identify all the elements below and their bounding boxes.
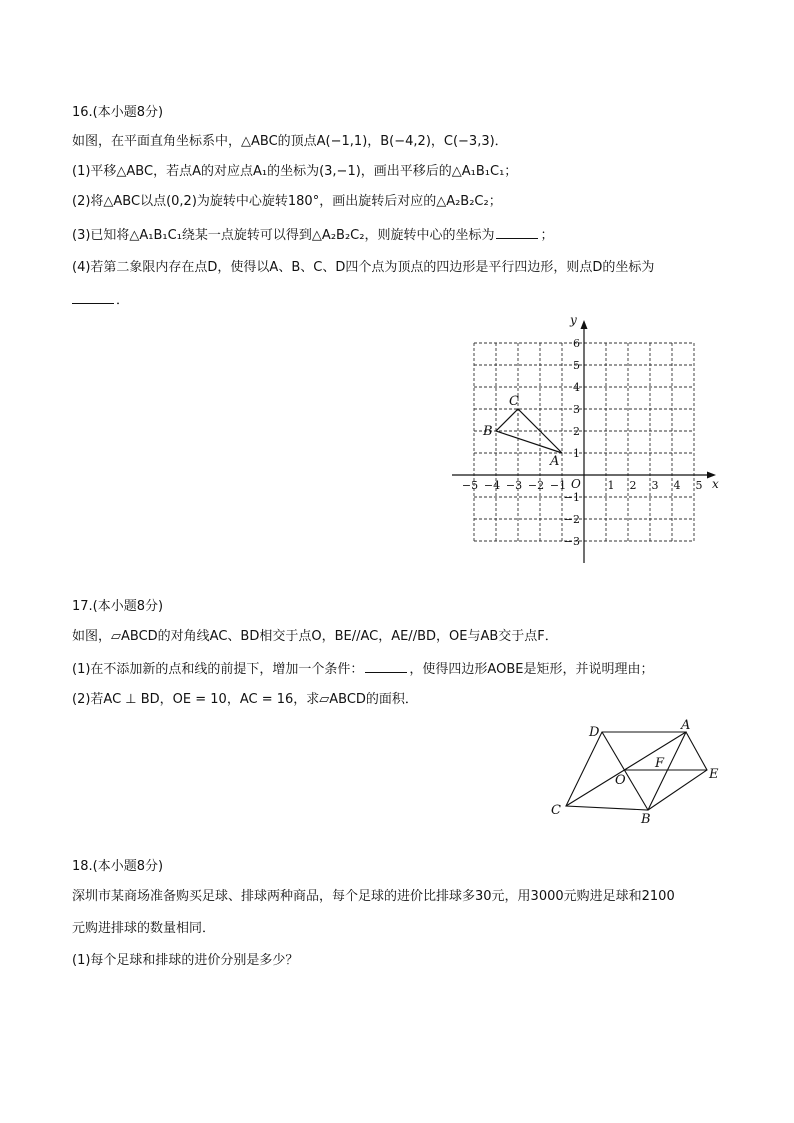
q17-parallelogram-figure <box>540 716 740 832</box>
q16-header: 16.(本小题8分) <box>72 105 164 120</box>
q16-part1: (1)平移△ABC，若点A的对应点A₁的坐标为(3,−1)，画出平移后的△A₁B₁C₁； <box>72 164 518 179</box>
y-tick-label: 1 <box>573 447 580 460</box>
x-tick-label: 3 <box>651 479 659 492</box>
point-label-b: B <box>483 424 493 439</box>
answer-blank <box>496 226 538 239</box>
q16-part4-line2 <box>72 291 129 310</box>
q17-part1-text: (1)在不添加新的点和线的前提下，增加一个条件： <box>72 662 364 677</box>
y-axis-arrow <box>581 320 588 329</box>
x-tick-label: 2 <box>629 479 637 492</box>
y-tick-label: −3 <box>563 535 580 548</box>
y-tick-label: 4 <box>573 381 580 394</box>
segments-ae-eb <box>648 732 707 810</box>
q17-part2: (2)若AC ⊥ BD，OE = 10，AC = 16，求▱ABCD的面积． <box>72 692 418 707</box>
q17-part1 <box>72 660 653 679</box>
q18-intro-line1: 深圳市某商场准备购买足球、排球两种商品，每个足球的进价比排球多30元，用3000元购进足球和2100 <box>72 889 675 904</box>
answer-blank <box>72 291 114 304</box>
x-tick-label: −3 <box>505 479 523 492</box>
q16-part2: (2)将△ABC以点(0,2)为旋转中心旋转180°，画出旋转后对应的△A₂B₂C₂； <box>72 194 502 209</box>
q16-coordinate-figure <box>440 306 740 568</box>
point-label-a: A <box>550 454 560 469</box>
q18-header: 18.(本小题8分) <box>72 859 164 874</box>
label-f: F <box>655 756 665 771</box>
answer-blank <box>365 660 407 673</box>
q16-intro: 如图，在平面直角坐标系中，△ABC的顶点A(−1,1)，B(−4,2)，C(−3,3)． <box>72 134 508 149</box>
q16-part4: (4)若第二象限内存在点D，使得以A、B、C、D四个点为顶点的四边形是平行四边形，则点D的坐标为 <box>72 260 655 275</box>
q16-part3 <box>72 226 553 245</box>
diagonal-bd <box>602 732 648 810</box>
point-label-c: C <box>509 394 519 409</box>
y-tick-label: 5 <box>573 359 580 372</box>
y-tick-label: −2 <box>563 513 580 526</box>
q17-header: 17.(本小题8分) <box>72 599 164 614</box>
x-tick-label: −5 <box>461 479 479 492</box>
y-tick-label: 3 <box>573 403 580 416</box>
q16-part4-end: ． <box>116 293 130 308</box>
label-a: A <box>681 718 691 733</box>
x-axis-label: x <box>712 477 719 491</box>
x-tick-label: −4 <box>483 479 501 492</box>
y-tick-label: −1 <box>563 491 580 504</box>
label-b: B <box>641 812 651 827</box>
x-tick-label: 5 <box>695 479 703 492</box>
tick-labels <box>462 337 703 548</box>
q18-part1: (1)每个足球和排球的进价分别是多少？ <box>72 953 299 968</box>
label-c: C <box>551 803 561 818</box>
x-tick-label: −1 <box>549 479 567 492</box>
q16-part3-text: (3)已知将△A₁B₁C₁绕某一点旋转可以得到△A₂B₂C₂，则旋转中心的坐标为 <box>72 228 495 243</box>
q16-part3-end: ； <box>540 228 554 243</box>
y-tick-label: 2 <box>573 425 580 438</box>
y-axis-label: y <box>570 313 577 327</box>
label-e: E <box>709 767 719 782</box>
q17-part1-end: ，使得四边形AOBE是矩形，并说明理由； <box>409 662 654 677</box>
label-d: D <box>589 725 600 740</box>
q18-intro-line2: 元购进排球的数量相同． <box>72 921 216 936</box>
y-tick-label: 6 <box>573 337 580 350</box>
x-tick-label: −2 <box>527 479 545 492</box>
triangle-abc <box>482 394 562 469</box>
label-o: O <box>615 773 626 788</box>
x-tick-label: 4 <box>673 479 681 492</box>
origin-label: O <box>571 477 581 491</box>
q17-intro: 如图，▱ABCD的对角线AC、BD相交于点O，BE//AC，AE//BD，OE与AB交于点F． <box>72 629 558 644</box>
x-tick-label: 1 <box>607 479 615 492</box>
